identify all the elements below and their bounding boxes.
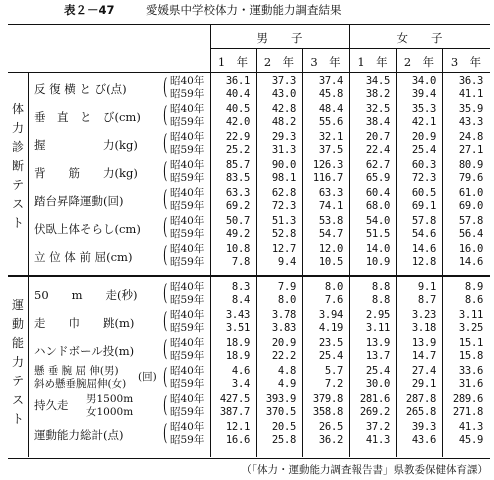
year-label: 昭40年 [170, 281, 205, 293]
table-cell: 7.8 [231, 256, 250, 268]
table-cell: 4.8 [277, 365, 296, 377]
table-cell: 27.4 [411, 365, 436, 377]
row-label: 握 力(kg) [34, 138, 138, 152]
year-label: 昭59年 [170, 88, 205, 100]
table-cell: 57.8 [458, 215, 483, 227]
table-cell: 29.1 [411, 378, 436, 390]
row-label: 伏臥上体そらし(cm) [34, 222, 141, 236]
table-cell: 25.2 [225, 144, 250, 156]
table-cell: 4.9 [277, 378, 296, 390]
row-label: 垂 直 と び(cm) [34, 110, 141, 124]
table-cell: 42.8 [271, 103, 296, 115]
table-cell: 22.2 [271, 350, 296, 362]
header-grade: 3 年 [310, 55, 341, 69]
table-cell: 60.4 [365, 187, 390, 199]
table-cell: 31.6 [458, 378, 483, 390]
year-label: 昭40年 [170, 337, 205, 349]
table-cell: 98.1 [271, 172, 296, 184]
table-row [0, 159, 494, 187]
table-cell: 13.7 [365, 350, 390, 362]
table-cell: 57.8 [411, 215, 436, 227]
table-cell: 51.5 [365, 228, 390, 240]
table-cell: 40.4 [225, 88, 250, 100]
table-cell: 33.6 [458, 365, 483, 377]
table-cell: 61.0 [458, 187, 483, 199]
table-cell: 20.9 [411, 131, 436, 143]
year-bracket: ( [163, 393, 168, 418]
table-cell: 40.5 [225, 103, 250, 115]
table-cell: 3.4 [231, 378, 250, 390]
table-cell: 3.23 [411, 309, 436, 321]
table-cell: 7.2 [324, 378, 343, 390]
year-label: 昭40年 [170, 365, 205, 377]
table-cell: 62.7 [365, 159, 390, 171]
table-cell: 54.0 [365, 215, 390, 227]
table-cell: 427.5 [219, 393, 250, 405]
group-label-fitness: 体 力 診 断 テ ス ト [11, 102, 24, 230]
year-bracket: ( [163, 215, 168, 240]
table-cell: 54.6 [411, 228, 436, 240]
table-cell: 370.5 [265, 406, 296, 418]
table-cell: 16.6 [225, 434, 250, 446]
table-cell: 62.8 [271, 187, 296, 199]
table-cell: 36.3 [458, 75, 483, 87]
year-label: 昭40年 [170, 187, 205, 199]
table-cell: 42.1 [411, 116, 436, 128]
table-cell: 3.43 [225, 309, 250, 321]
table-cell: 287.8 [405, 393, 436, 405]
table-cell: 24.8 [458, 131, 483, 143]
table-cell: 60.3 [411, 159, 436, 171]
table-cell: 74.1 [318, 200, 343, 212]
table-cell: 45.8 [318, 88, 343, 100]
table-cell: 63.3 [318, 187, 343, 199]
table-cell: 12.7 [271, 243, 296, 255]
table-cell: 22.9 [225, 131, 250, 143]
table-cell: 34.5 [365, 75, 390, 87]
table-cell: 269.2 [359, 406, 390, 418]
group-label-ability: 運 動 能 力 テ ス ト [11, 298, 24, 426]
table-cell: 8.3 [231, 281, 250, 293]
table-cell: 289.6 [452, 393, 483, 405]
table-cell: 37.3 [271, 75, 296, 87]
table-cell: 30.0 [365, 378, 390, 390]
table-cell: 27.1 [458, 144, 483, 156]
table-cell: 37.4 [318, 75, 343, 87]
header-bottom-line [8, 72, 490, 73]
table-cell: 69.2 [225, 200, 250, 212]
table-cell: 90.0 [271, 159, 296, 171]
year-label: 昭40年 [170, 243, 205, 255]
year-label: 昭40年 [170, 75, 205, 87]
table-cell: 12.8 [411, 256, 436, 268]
year-label: 昭59年 [170, 172, 205, 184]
table-cell: 49.2 [225, 228, 250, 240]
table-cell: 25.4 [318, 350, 343, 362]
table-cell: 54.7 [318, 228, 343, 240]
table-cell: 20.7 [365, 131, 390, 143]
row-label-unit: (回) [138, 371, 157, 383]
table-cell: 43.6 [411, 434, 436, 446]
table-cell: 60.5 [411, 187, 436, 199]
table-cell: 8.0 [324, 281, 343, 293]
table-cell: 116.7 [312, 172, 343, 184]
row-label: 50 m 走(秒) [34, 288, 138, 302]
table-cell: 9.4 [277, 256, 296, 268]
table-cell: 35.9 [458, 103, 483, 115]
table-cell: 271.8 [452, 406, 483, 418]
table-cell: 20.5 [271, 421, 296, 433]
table-cell: 72.3 [271, 200, 296, 212]
table-cell: 56.4 [458, 228, 483, 240]
table-cell: 4.19 [318, 322, 343, 334]
table-cell: 8.7 [417, 294, 436, 306]
year-bracket: ( [163, 365, 168, 390]
table-cell: 14.7 [411, 350, 436, 362]
section-divider [8, 275, 490, 277]
table-caption: 愛媛県中学校体力・運動能力調査結果 [146, 3, 342, 17]
table-cell: 35.3 [411, 103, 436, 115]
table-cell: 32.1 [318, 131, 343, 143]
table-cell: 13.9 [411, 337, 436, 349]
table-number: 表２－47 [64, 3, 115, 17]
header-grade: 3 年 [450, 55, 482, 69]
row-label-primary: 持久走 [34, 398, 69, 412]
table-cell: 43.3 [458, 116, 483, 128]
table-cell: 72.3 [411, 172, 436, 184]
row-label: 立 位 体 前 屈(cm) [34, 250, 133, 264]
row-label-male-distance: 男1500m [86, 393, 134, 405]
table-cell: 53.8 [318, 215, 343, 227]
table-row [0, 337, 494, 365]
table-cell: 12.1 [225, 421, 250, 433]
table-cell: 3.18 [411, 322, 436, 334]
table-cell: 41.1 [458, 88, 483, 100]
table-row [0, 309, 494, 337]
table-cell: 2.95 [365, 309, 390, 321]
table-cell: 22.4 [365, 144, 390, 156]
table-cell: 265.8 [405, 406, 436, 418]
table-cell: 15.1 [458, 337, 483, 349]
table-cell: 48.2 [271, 116, 296, 128]
table-cell: 68.0 [365, 200, 390, 212]
table-cell: 36.2 [318, 434, 343, 446]
table-row [0, 103, 494, 131]
table-cell: 12.0 [318, 243, 343, 255]
table-cell: 50.7 [225, 215, 250, 227]
year-bracket: ( [163, 309, 168, 334]
year-bracket: ( [163, 131, 168, 156]
header-grade: 1 年 [357, 55, 388, 69]
table-cell: 8.6 [464, 294, 483, 306]
year-label: 昭40年 [170, 159, 205, 171]
table-cell: 13.9 [365, 337, 390, 349]
table-cell: 32.5 [365, 103, 390, 115]
table-cell: 31.3 [271, 144, 296, 156]
year-bracket: ( [163, 243, 168, 268]
table-cell: 3.78 [271, 309, 296, 321]
table-cell: 3.11 [365, 322, 390, 334]
table-cell: 39.4 [411, 88, 436, 100]
table-cell: 10.5 [318, 256, 343, 268]
table-row [0, 393, 494, 421]
year-label: 昭59年 [170, 378, 205, 390]
year-label: 昭59年 [170, 294, 205, 306]
table-cell: 358.8 [312, 406, 343, 418]
year-label: 昭59年 [170, 228, 205, 240]
year-label: 昭40年 [170, 131, 205, 143]
table-cell: 3.94 [318, 309, 343, 321]
table-cell: 29.3 [271, 131, 296, 143]
table-row [0, 187, 494, 215]
year-label: 昭40年 [170, 215, 205, 227]
table-cell: 79.6 [458, 172, 483, 184]
table-cell: 55.6 [318, 116, 343, 128]
row-label-secondary: 斜め懸垂腕屈伸(女) [34, 378, 127, 390]
table-cell: 379.8 [312, 393, 343, 405]
header-grade: 2 年 [403, 55, 435, 69]
table-row [0, 75, 494, 103]
year-label: 昭59年 [170, 144, 205, 156]
table-row [0, 215, 494, 243]
table-cell: 14.6 [458, 256, 483, 268]
table-cell: 8.0 [277, 294, 296, 306]
year-label: 昭40年 [170, 103, 205, 115]
table-cell: 8.8 [371, 281, 390, 293]
year-label: 昭59年 [170, 200, 205, 212]
row-label: ハンドボール投(m) [34, 344, 135, 358]
table-cell: 7.9 [277, 281, 296, 293]
table-cell: 18.9 [225, 350, 250, 362]
table-cell: 8.9 [464, 281, 483, 293]
table-cell: 36.1 [225, 75, 250, 87]
year-bracket: ( [163, 337, 168, 362]
table-title [0, 0, 494, 18]
table-row [0, 281, 494, 309]
year-label: 昭59年 [170, 406, 205, 418]
table-cell: 126.3 [312, 159, 343, 171]
table-cell: 10.8 [225, 243, 250, 255]
table-cell: 63.3 [225, 187, 250, 199]
header-grade: 2 年 [263, 55, 295, 69]
table-cell: 23.5 [318, 337, 343, 349]
table-cell: 3.25 [458, 322, 483, 334]
year-bracket: ( [163, 103, 168, 128]
table-cell: 25.4 [365, 365, 390, 377]
table-cell: 8.8 [371, 294, 390, 306]
row-label: 踏台昇降運動(回) [34, 194, 124, 208]
source-note: （「体力・運動能力調査報告書」県教委保健体育課） [241, 464, 488, 476]
year-label: 昭59年 [170, 116, 205, 128]
table-cell: 20.9 [271, 337, 296, 349]
table-cell: 3.11 [458, 309, 483, 321]
table-cell: 10.9 [365, 256, 390, 268]
table-cell: 4.6 [231, 365, 250, 377]
table-cell: 25.4 [411, 144, 436, 156]
table-cell: 65.9 [365, 172, 390, 184]
table-cell: 41.3 [365, 434, 390, 446]
header-sex-line [210, 48, 490, 49]
year-label: 昭40年 [170, 393, 205, 405]
table-cell: 26.5 [318, 421, 343, 433]
year-bracket: ( [163, 421, 168, 446]
row-label-primary: 懸 垂 腕 屈 伸(男) [34, 365, 119, 377]
table-cell: 51.3 [271, 215, 296, 227]
year-label: 昭59年 [170, 256, 205, 268]
row-label: 反 復 横 と び(点) [34, 82, 127, 96]
table-cell: 387.7 [219, 406, 250, 418]
header-grade: 1 年 [217, 55, 249, 69]
table-row [0, 131, 494, 159]
table-cell: 7.6 [324, 294, 343, 306]
table-cell: 37.5 [318, 144, 343, 156]
table-cell: 281.6 [359, 393, 390, 405]
header-male: 男 子 [256, 31, 303, 45]
year-label: 昭40年 [170, 309, 205, 321]
table-cell: 37.2 [365, 421, 390, 433]
table-cell: 48.4 [318, 103, 343, 115]
year-label: 昭59年 [170, 434, 205, 446]
table-cell: 69.0 [458, 200, 483, 212]
year-bracket: ( [163, 281, 168, 306]
year-bracket: ( [163, 159, 168, 184]
table-cell: 41.3 [458, 421, 483, 433]
table-cell: 42.0 [225, 116, 250, 128]
table-cell: 25.8 [271, 434, 296, 446]
table-cell: 5.7 [324, 365, 343, 377]
table-cell: 16.0 [458, 243, 483, 255]
table-cell: 9.1 [417, 281, 436, 293]
table-cell: 14.0 [365, 243, 390, 255]
table-cell: 14.6 [411, 243, 436, 255]
year-label: 昭59年 [170, 350, 205, 362]
table-cell: 69.1 [411, 200, 436, 212]
row-label-female-distance: 女1000m [86, 406, 134, 418]
table-cell: 39.3 [411, 421, 436, 433]
table-cell: 34.0 [411, 75, 436, 87]
table-cell: 52.8 [271, 228, 296, 240]
table-cell: 80.9 [458, 159, 483, 171]
table-cell: 18.9 [225, 337, 250, 349]
table-cell: 3.83 [271, 322, 296, 334]
table-cell: 38.4 [365, 116, 390, 128]
table-cell: 3.51 [225, 322, 250, 334]
table-cell: 43.0 [271, 88, 296, 100]
year-label: 昭40年 [170, 421, 205, 433]
year-label: 昭59年 [170, 322, 205, 334]
table-cell: 45.9 [458, 434, 483, 446]
table-row [0, 243, 494, 271]
table-cell: 85.7 [225, 159, 250, 171]
table-row [0, 365, 494, 393]
table-cell: 15.8 [458, 350, 483, 362]
row-label: 背 筋 力(kg) [34, 166, 138, 180]
header-female: 女 子 [396, 31, 443, 45]
table-cell: 38.2 [365, 88, 390, 100]
row-label: 運動能力総計(点) [34, 428, 124, 442]
row-label: 走 巾 跳(m) [34, 316, 135, 330]
table-cell: 8.4 [231, 294, 250, 306]
year-bracket: ( [163, 187, 168, 212]
table-cell: 83.5 [225, 172, 250, 184]
table-cell: 393.9 [265, 393, 296, 405]
year-bracket: ( [163, 75, 168, 100]
table-row [0, 421, 494, 449]
